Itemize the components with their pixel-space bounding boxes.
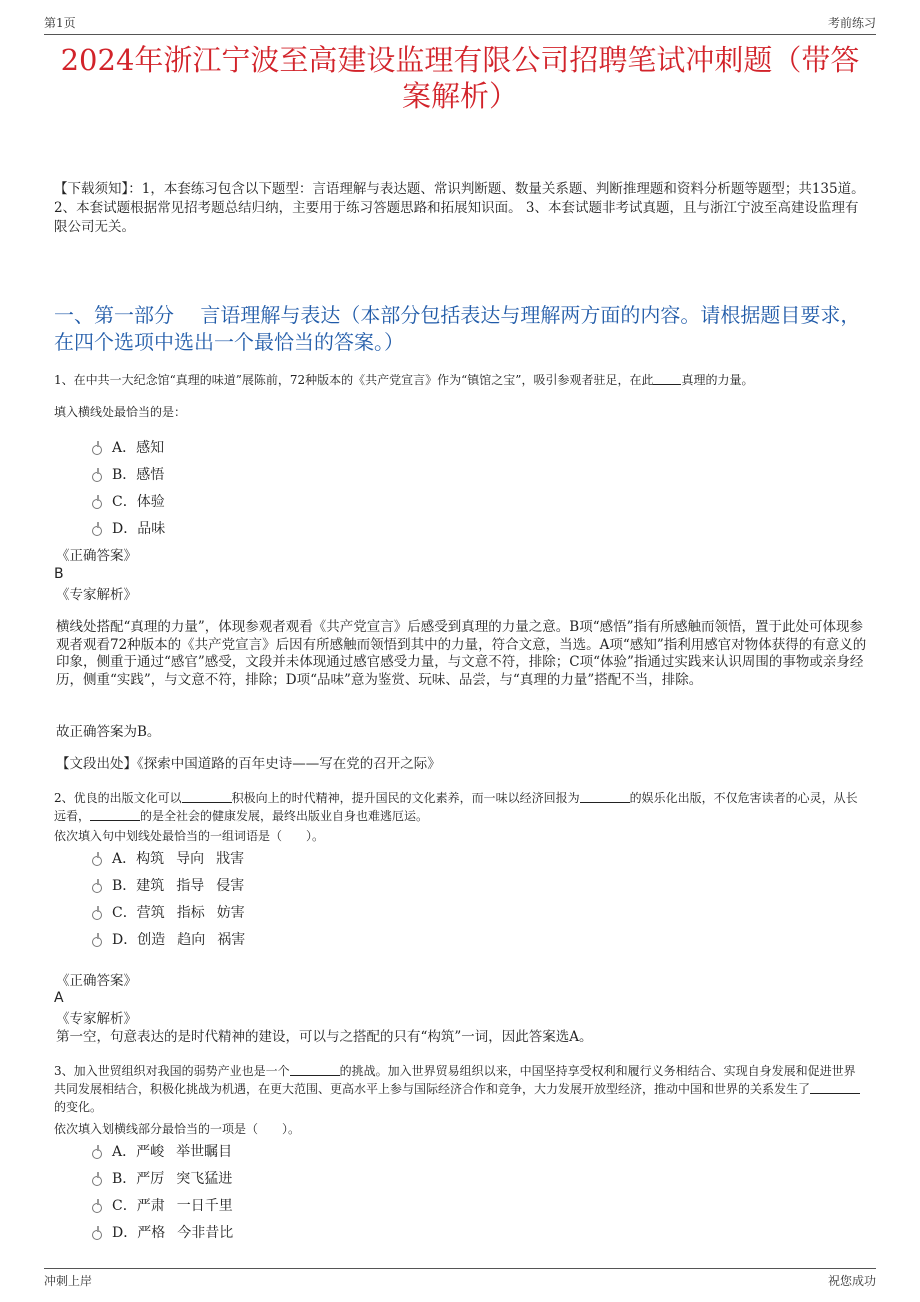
section-title: 一、第一部分 言语理解与表达（本部分包括表达与理解两方面的内容。请根据题目要求，在四个选项中选出一个最恰当的答案。）	[54, 303, 861, 354]
radio-icon[interactable]	[92, 910, 102, 920]
q1-option-c[interactable]: C．体验	[92, 493, 165, 511]
q2-option-a[interactable]: A．构筑 导向 戕害	[92, 850, 244, 868]
correct-answer-label: 《正确答案》	[56, 973, 137, 989]
q2-option-d[interactable]: D．创造 趋向 祸害	[92, 931, 245, 949]
radio-icon[interactable]	[92, 445, 102, 455]
radio-icon[interactable]	[92, 856, 102, 866]
q3-option-c[interactable]: C．严肃 一日千里	[92, 1197, 233, 1215]
blank-line	[580, 802, 630, 803]
radio-icon[interactable]	[92, 1230, 102, 1240]
blank-line	[182, 802, 232, 803]
q2-option-c[interactable]: C．营筑 指标 妨害	[92, 904, 245, 922]
q1-analysis: 横线处搭配“真理的力量”，体现参观者观看《共产党宣言》后感受到真理的力量之意。B项“感悟”指有所感触而领悟，置于此处可体现参观者观看72种版本的《共产党宣言》后因有所感触而领悟到其中的力量，符合文意，当选。A项“感知”指利用感官对物体获得的有意义的印象，侧重于通过“感官”感受，文段并未体现通过感官感受力量，与文意不符，排除；C项“体验”指通过实践来认识周围的事物或亲身经历，侧重“实践”，与文意不符，排除；D项“品味”意为鉴赏、玩味、品尝，与“真理的力量”搭配不当，排除。	[56, 619, 867, 688]
q3-option-d[interactable]: D．严格 今非昔比	[92, 1224, 233, 1242]
question-1-stem: 1、在中共一大纪念馆“真理的味道”展陈前，72种版本的《共产党宣言》作为“镇馆之宝”，吸引参观者驻足，在此 真理的力量。	[54, 373, 754, 387]
blank-line	[810, 1093, 860, 1094]
expert-analysis-label: 《专家解析》	[56, 1011, 137, 1027]
question-3-stem: 3、加入世贸组织对我国的弱势产业也是一个 的挑战。加入世界贸易组织以来，中国坚持享受权利和履行义务相结合、实现自身发展和促进世界共同发展相结合，积极化挑战为机遇，在更大范围、更高水平上参与国际经济合作和竞争，大力发展开放型经济，推动中国和世界的关系发生了的变化。	[54, 1062, 866, 1116]
expert-analysis-label: 《专家解析》	[56, 587, 137, 603]
q2-answer: A	[54, 990, 64, 1006]
radio-icon[interactable]	[92, 1203, 102, 1213]
q1-answer: B	[54, 566, 64, 582]
q1-option-b[interactable]: B．感悟	[92, 466, 164, 484]
radio-icon[interactable]	[92, 1176, 102, 1186]
header-rule	[44, 34, 876, 35]
q3-option-a[interactable]: A．严峻 举世瞩目	[92, 1143, 232, 1161]
blank-line	[653, 384, 681, 385]
q3-option-b[interactable]: B．严厉 突飞猛进	[92, 1170, 232, 1188]
question-2-prompt: 依次填入句中划线处最恰当的一组词语是（ ）。	[54, 829, 325, 843]
footer-left-label: 冲刺上岸	[44, 1274, 93, 1288]
footer-rule	[44, 1268, 876, 1269]
question-1-prompt: 填入横线处最恰当的是：	[54, 405, 187, 419]
q1-option-a[interactable]: A．感知	[92, 439, 164, 457]
radio-icon[interactable]	[92, 526, 102, 536]
page-title: 2024年浙江宁波至高建设监理有限公司招聘笔试冲刺题（带答案解析）	[60, 43, 860, 113]
radio-icon[interactable]	[92, 937, 102, 947]
q1-option-d[interactable]: D．品味	[92, 520, 165, 538]
header-label: 考前练习	[827, 16, 876, 30]
download-notice: 【下载须知】：1，本套练习包含以下题型：言语理解与表达题、常识判断题、数量关系题、判断推理题和资料分析题等题型；共135道。 2、本套试题根据常见招考题总结归纳，主要用于练习答题思路和拓展知识面。 3、本套试题非考试真题，且与浙江宁波至高建设监理有限公司无关。	[54, 181, 865, 235]
radio-icon[interactable]	[92, 499, 102, 509]
footer-right-label: 祝您成功	[827, 1274, 876, 1288]
blank-line	[90, 820, 140, 821]
question-3-prompt: 依次填入划横线部分最恰当的一项是（ ）。	[54, 1122, 301, 1136]
radio-icon[interactable]	[92, 472, 102, 482]
question-2-stem: 2、优良的出版文化可以 积极向上的时代精神，提升国民的文化素养，而一味以经济回报为 的娱乐化出版，不仅危害读者的心灵，从长远看， 的是全社会的健康发展，最终出版业自身也难逃厄运。	[54, 791, 858, 823]
q2-analysis: 第一空，句意表达的是时代精神的建设，可以与之搭配的只有“构筑”一词，因此答案选A。	[56, 1029, 593, 1045]
radio-icon[interactable]	[92, 1149, 102, 1159]
correct-answer-label: 《正确答案》	[56, 548, 137, 564]
q2-option-b[interactable]: B．建筑 指导 侵害	[92, 877, 244, 895]
radio-icon[interactable]	[92, 883, 102, 893]
q1-source: 【文段出处】《探索中国道路的百年史诗——写在党的召开之际》	[56, 756, 441, 772]
page-number: 第1页	[44, 16, 76, 30]
blank-line	[290, 1075, 340, 1076]
q1-conclusion: 故正确答案为B。	[56, 724, 161, 740]
